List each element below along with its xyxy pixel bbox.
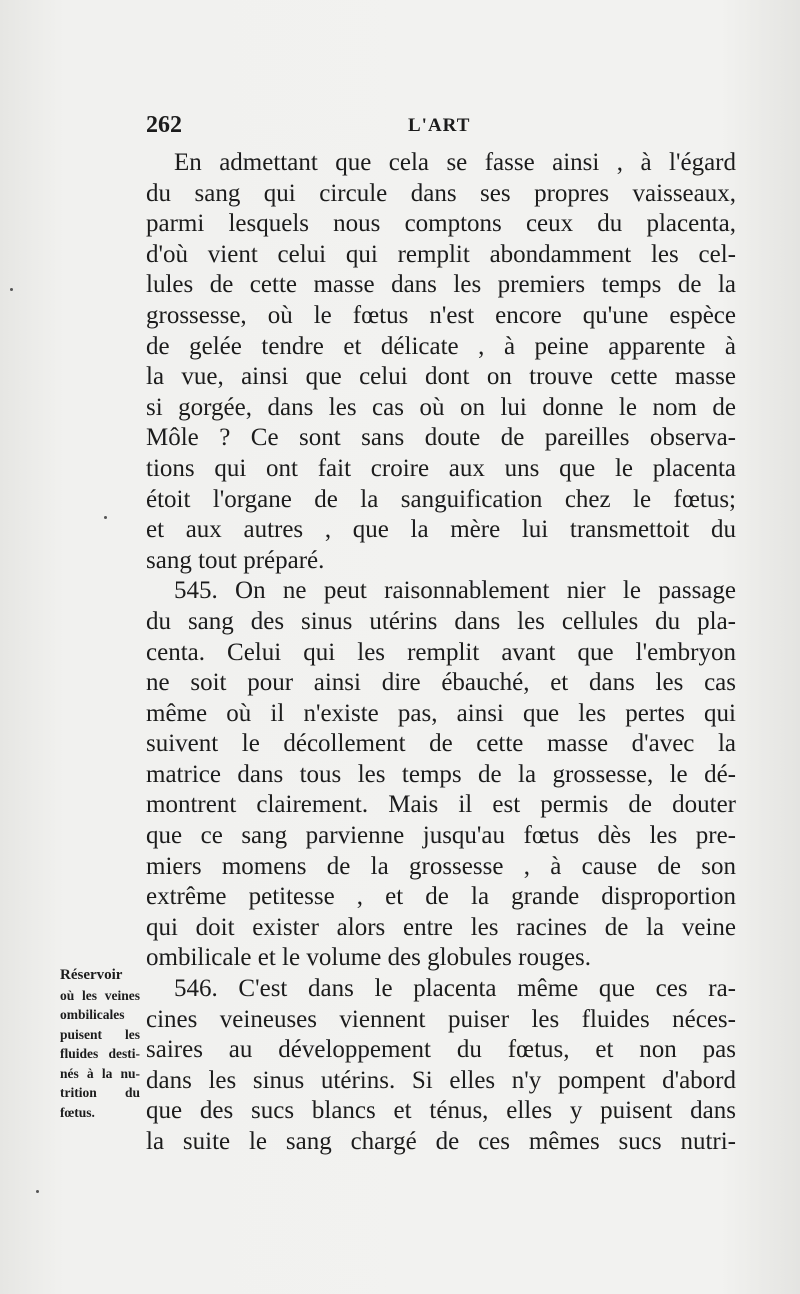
text-line: et aux autres , que la mère lui transmettoit du <box>146 516 736 544</box>
text-line: même où il n'existe pas, ainsi que les pertes qui <box>146 699 736 727</box>
text-line: montrent clairement. Mais il est permis de douter <box>146 791 736 819</box>
margin-note-line: fœtus. <box>60 1104 95 1120</box>
text-line: du sang qui circule dans ses propres vaisseaux, <box>146 179 736 207</box>
text-line: sang tout préparé. <box>146 546 325 574</box>
margin-note-line: nés à la nu- <box>60 1065 140 1081</box>
text-line: si gorgée, dans les cas où on lui donne le nom de <box>146 393 736 421</box>
margin-note-line: trition du <box>60 1085 140 1100</box>
running-title: L'ART <box>408 115 471 136</box>
body-text <box>146 148 736 1158</box>
text-line: étoit l'organe de la sanguification chez le fœtus; <box>146 485 736 513</box>
text-line: grossesse, où le fœtus n'est encore qu'une espèce <box>146 301 736 329</box>
text-line: extrême petitesse , et de la grande disproportion <box>146 883 736 911</box>
text-line: Môle ? Ce sont sans doute de pareilles observa- <box>146 424 736 452</box>
text-line: miers momens de la grossesse , à cause de son <box>146 852 736 880</box>
text-line: qui doit exister alors entre les racines de la veine <box>146 913 736 941</box>
margin-note-line: puisent les <box>60 1026 140 1042</box>
page-number: 262 <box>146 112 182 138</box>
paper-speck <box>104 516 107 519</box>
text-line: la vue, ainsi que celui dont on trouve cette masse <box>146 363 736 391</box>
text-line: la suite le sang chargé de ces mêmes sucs nutri- <box>146 1128 736 1155</box>
text-line: du sang des sinus utérins dans les cellules du pla- <box>146 607 736 635</box>
text-line: d'où vient celui qui remplit abondamment les cel- <box>146 240 736 268</box>
text-line: centa. Celui qui les remplit avant que l'embryon <box>146 638 736 666</box>
text-line: ombilicale et le volume des globules rouges. <box>146 944 592 972</box>
text-line: tions qui ont fait croire aux uns que le placenta <box>146 454 736 482</box>
text-line: suivent le décollement de cette masse d'avec la <box>146 730 736 758</box>
text-line: que ce sang parvienne jusqu'au fœtus dès les pre- <box>146 822 736 850</box>
margin-note <box>60 966 140 1122</box>
margin-note-line: ombilicales <box>60 1007 125 1022</box>
margin-note-line: où les veines <box>60 987 140 1003</box>
paper-speck <box>10 288 13 291</box>
text-line: En admettant que cela se fasse ainsi , à l'égard <box>174 149 736 176</box>
text-line: matrice dans tous les temps de la grossesse, le dé- <box>146 760 736 788</box>
text-line: dans les sinus utérins. Si elles n'y pompent d'abord <box>146 1066 736 1094</box>
text-line: que des sucs blancs et ténus, elles y puisent dans <box>146 1097 736 1125</box>
text-line: ne soit pour ainsi dire ébauché, et dans les cas <box>146 669 736 697</box>
text-line: 546. C'est dans le placenta même que ces ra- <box>174 975 736 1003</box>
text-line: lules de cette masse dans les premiers temps de la <box>146 271 736 299</box>
text-line: saires au développement du fœtus, et non pas <box>146 1036 736 1064</box>
paper-speck <box>36 1190 39 1193</box>
text-line: 545. On ne peut raisonnablement nier le passage <box>174 577 736 605</box>
page-header <box>146 112 736 142</box>
text-line: parmi lesquels nous comptons ceux du placenta, <box>146 210 736 238</box>
text-line: de gelée tendre et délicate , à peine apparente à <box>146 332 736 360</box>
text-line: cines veineuses viennent puiser les fluides néces- <box>146 1005 736 1033</box>
margin-note-line: Réservoir <box>60 967 123 983</box>
margin-note-line: fluides desti- <box>60 1046 140 1061</box>
